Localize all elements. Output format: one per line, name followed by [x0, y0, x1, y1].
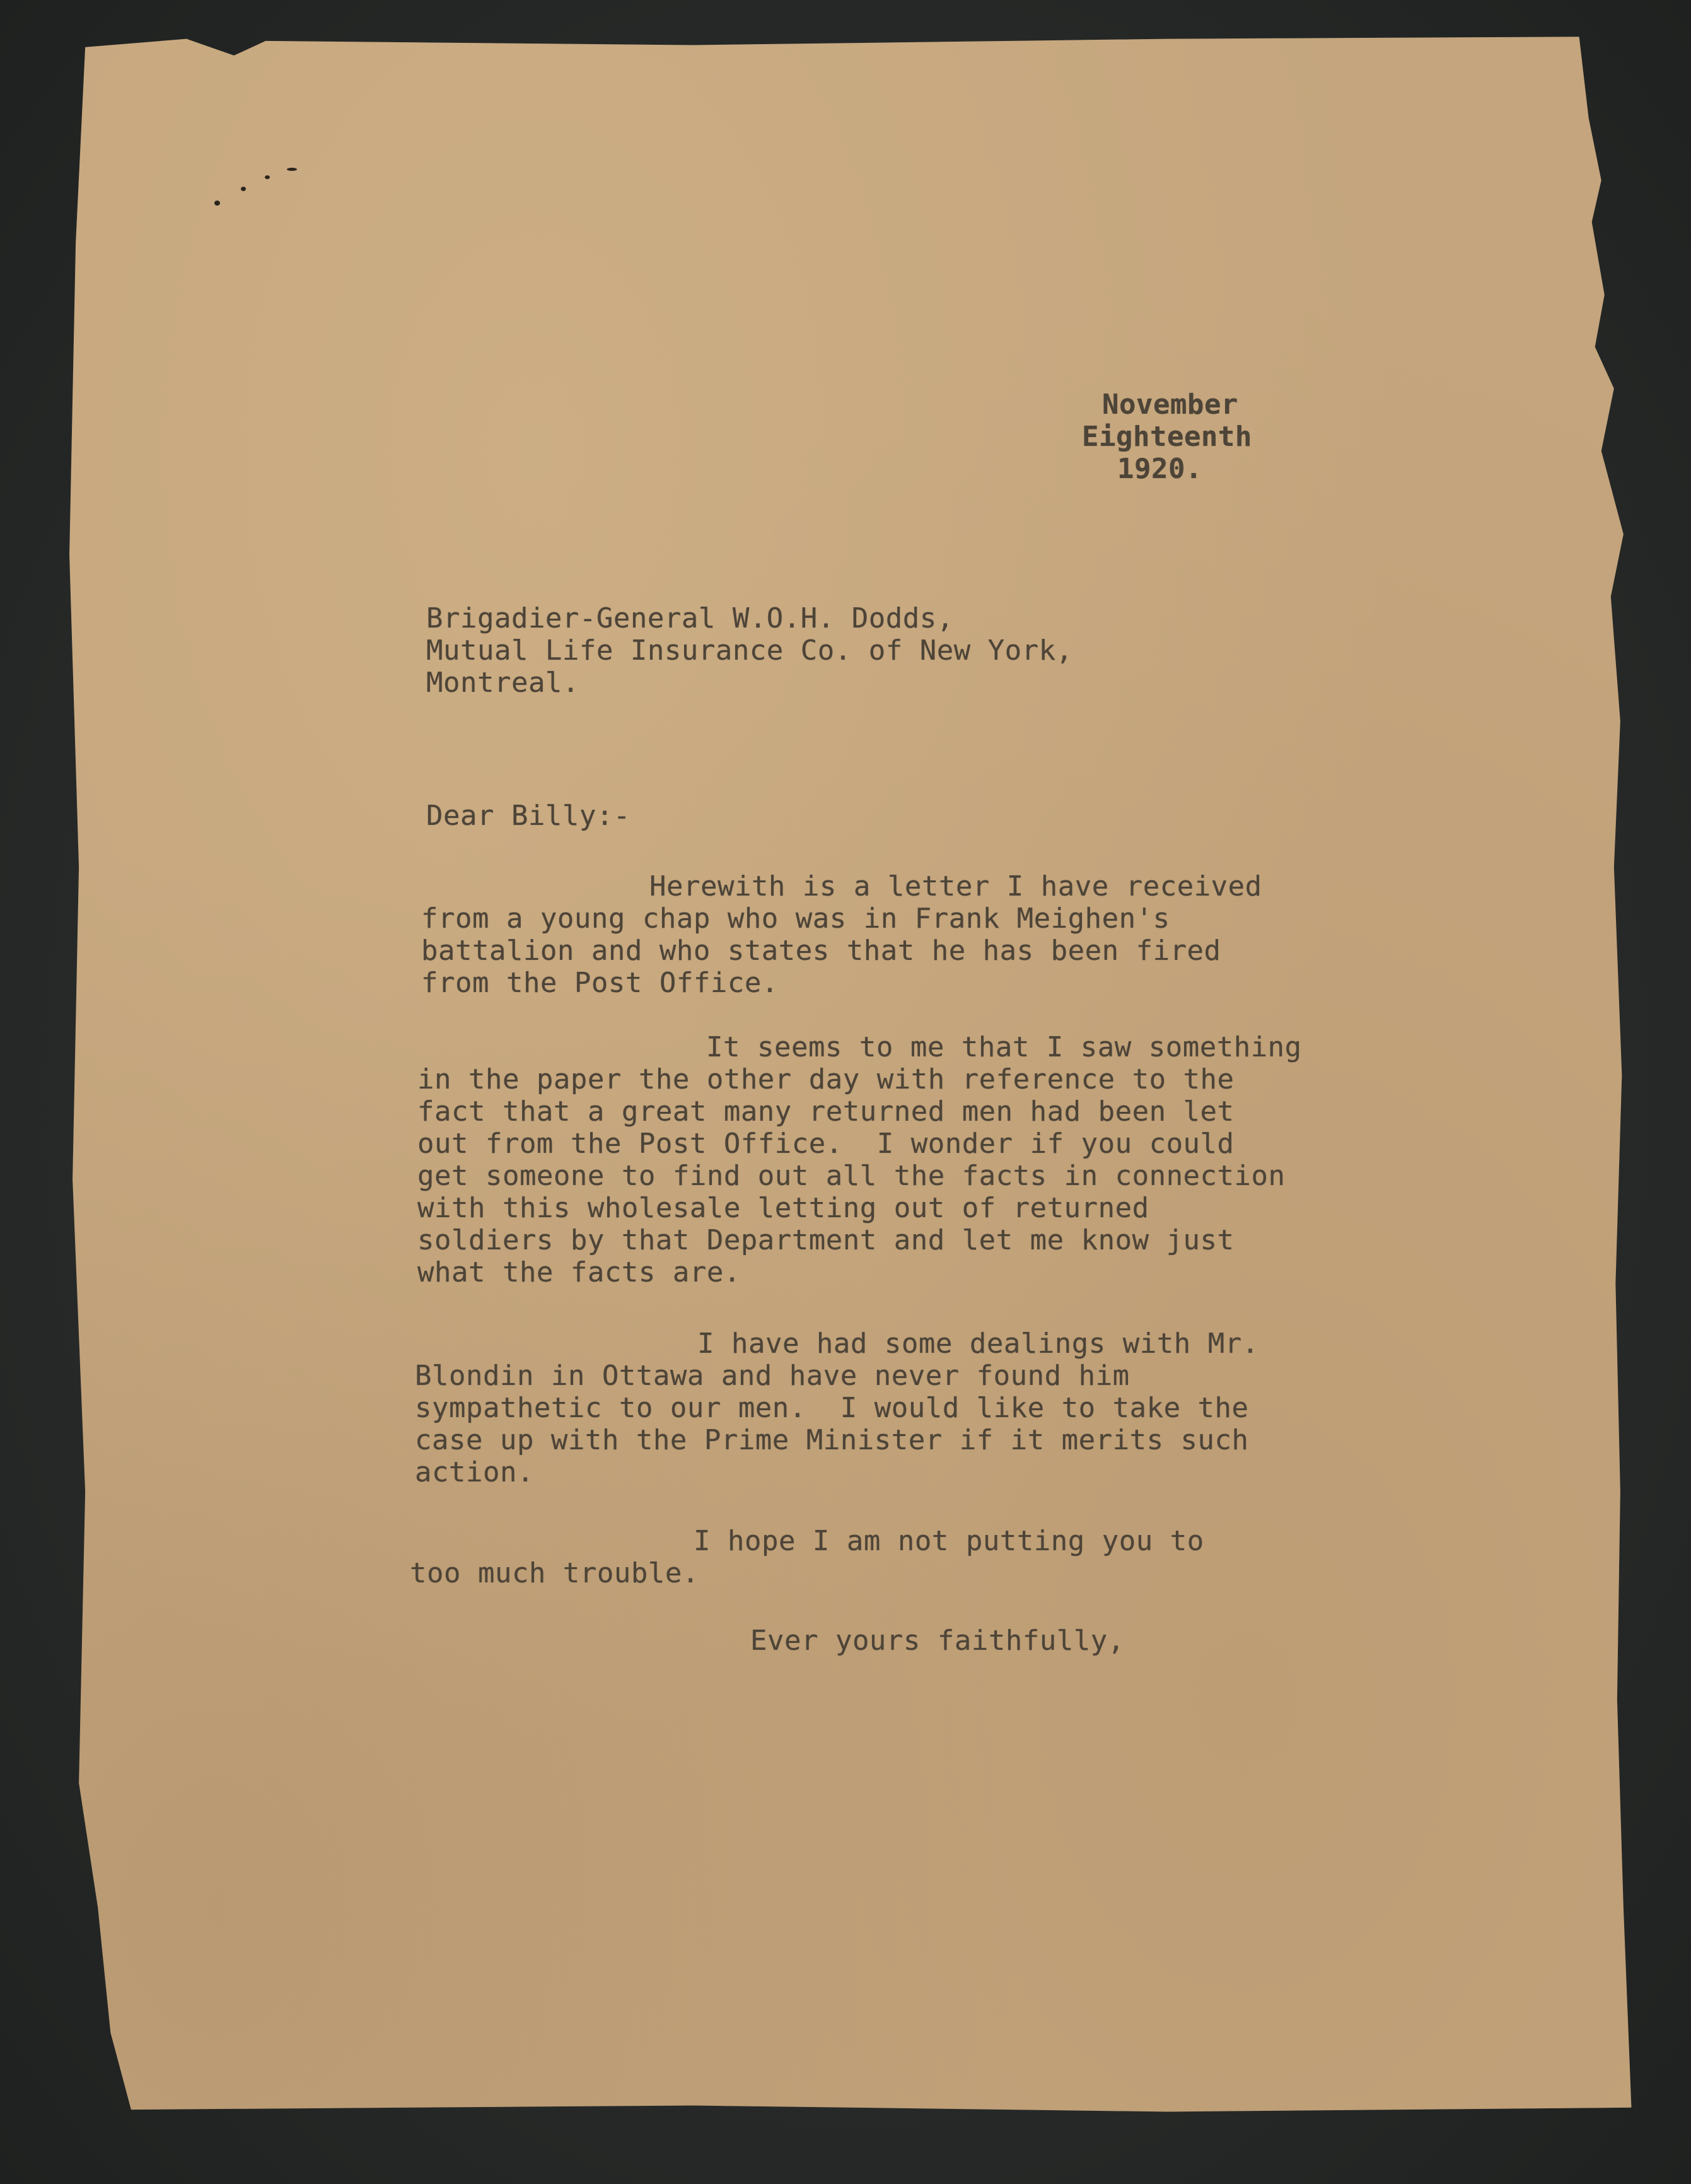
salutation: Dear Billy:-	[426, 800, 630, 832]
paragraph-line: from the Post Office.	[421, 967, 779, 999]
paragraph-line: from a young chap who was in Frank Meighen's	[421, 902, 1170, 935]
paragraph-line: I have had some dealings with Mr.	[697, 1328, 1259, 1360]
paragraph-line: out from the Post Office. I wonder if you could	[417, 1128, 1235, 1160]
ink-speck	[287, 168, 297, 171]
paragraph-line: action.	[415, 1456, 534, 1488]
date-line-day: Eighteenth	[1082, 421, 1252, 453]
paragraph-line: what the facts are.	[417, 1256, 741, 1288]
paragraph-line: soldiers by that Department and let me know just	[417, 1224, 1235, 1256]
paragraph-line: Blondin in Ottawa and have never found him	[415, 1360, 1130, 1392]
paragraph-line: with this wholesale letting out of returned	[417, 1192, 1149, 1224]
paragraph-line: Herewith is a letter I have received	[649, 870, 1262, 902]
paragraph-line: too much trouble.	[410, 1557, 699, 1589]
paragraph-line: case up with the Prime Minister if it merits such	[415, 1424, 1249, 1456]
paragraph-line: sympathetic to our men. I would like to take the	[415, 1392, 1249, 1424]
recipient-line: Brigadier-General W.O.H. Dodds,	[426, 602, 954, 634]
ink-speck	[214, 201, 220, 206]
recipient-line: Montreal.	[426, 667, 579, 699]
recipient-line: Mutual Life Insurance Co. of New York,	[426, 634, 1073, 667]
ink-speck	[265, 175, 270, 179]
closing: Ever yours faithfully,	[750, 1625, 1125, 1657]
paragraph-line: battalion and who states that he has been fired	[421, 935, 1221, 967]
paragraph-line: It seems to me that I saw something	[706, 1031, 1302, 1063]
ink-speck	[241, 187, 246, 191]
date-line-year: 1920.	[1117, 453, 1202, 485]
paragraph-line: get someone to find out all the facts in connection	[417, 1160, 1286, 1192]
paragraph-line: in the paper the other day with reference to the	[417, 1063, 1235, 1095]
paragraph-line: fact that a great many returned men had been let	[417, 1095, 1235, 1128]
paragraph-line: I hope I am not putting you to	[694, 1525, 1204, 1557]
date-line-month: November	[1102, 388, 1238, 421]
